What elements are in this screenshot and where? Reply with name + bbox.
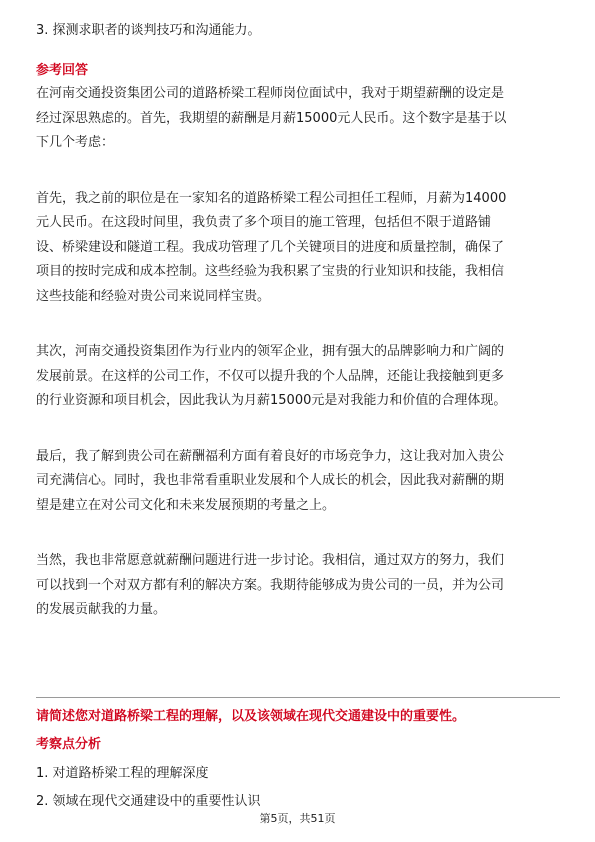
answer-paragraph [36,340,506,414]
analysis-item: 2. 领域在现代交通建设中的重要性认识 [36,794,261,809]
answer-heading: 参考回答 [36,63,89,78]
section-divider [36,697,560,698]
answer-line: 这些技能和经验对贵公司来说同样宝贵。 [36,288,271,304]
answer-line: 当然，我也非常愿意就薪酬问题进行进一步讨论。我相信，通过双方的努力，我们 [36,553,505,568]
next-question-heading: 请简述您对道路桥梁工程的理解，以及该领域在现代交通建设中的重要性。 [36,709,466,724]
analysis-heading: 考察点分析 [36,737,102,752]
answer-line: 可以找到一个对双方都有利的解决方案。我期待能够成为贵公司的一员，并为公司 [36,577,505,593]
answer-line: 最后，我了解到贵公司在薪酬福利方面有着良好的市场竞争力，这让我对加入贵公 [36,448,505,464]
answer-line: 发展前景。在这样的公司工作，不仅可以提升我的个人品牌，还能让我接触到更多 [36,368,505,384]
answer-paragraph [36,82,506,156]
answer-line: 项目的按时完成和成本控制。这些经验为我积累了宝贵的行业知识和技能，我相信 [36,264,505,279]
document-page [36,0,560,842]
answer-line: 首先，我之前的职位是在一家知名的道路桥梁工程公司担任工程师，月薪为14000 [36,190,507,206]
answer-line: 在河南交通投资集团公司的道路桥梁工程师岗位面试中，我对于期望薪酬的设定是 [36,86,505,101]
answer-line: 司充满信心。同时，我也非常看重职业发展和个人成长的机会，因此我对薪酬的期 [36,473,505,488]
answer-line: 下几个考虑： [36,135,115,150]
answer-line: 望是建立在对公司文化和未来发展预期的考量之上。 [36,497,336,513]
answer-paragraph [36,187,506,310]
answer-body [36,82,506,623]
answer-paragraph [36,549,506,623]
question-point-item: 3. 探测求职者的谈判技巧和沟通能力。 [36,23,261,38]
answer-line: 的行业资源和项目机会，因此我认为月薪15000元是对我能力和价值的合理体现。 [36,393,507,408]
answer-line: 其次，河南交通投资集团作为行业内的领军企业，拥有强大的品牌影响力和广阔的 [36,344,505,359]
analysis-item: 1. 对道路桥梁工程的理解深度 [36,766,209,781]
answer-line: 元人民币。在这段时间里，我负责了多个项目的施工管理，包括但不限于道路铺 [36,215,492,230]
answer-line: 设、桥梁建设和隧道工程。我成功管理了几个关键项目的进度和质量控制，确保了 [36,239,505,255]
answer-line: 的发展贡献我的力量。 [36,602,167,617]
page-footer: 第5页，共51页 [259,812,336,825]
answer-paragraph [36,445,506,519]
answer-line: 经过深思熟虑的。首先，我期望的薪酬是月薪15000元人民币。这个数字是基于以 [36,110,507,126]
analysis-list [36,760,261,816]
